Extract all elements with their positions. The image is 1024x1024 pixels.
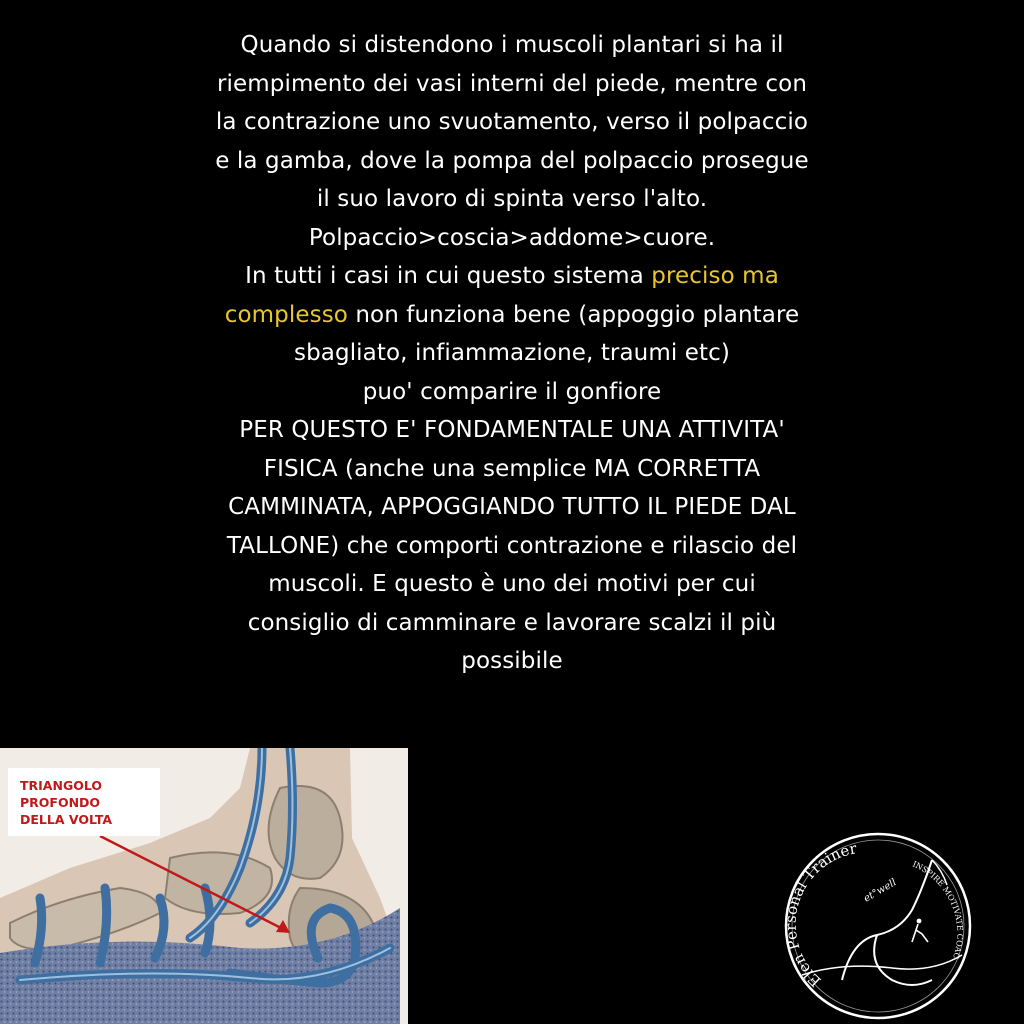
- callout-label: [8, 768, 160, 836]
- ankle-bones: [269, 786, 343, 879]
- text-line: consiglio di camminare e lavorare scalzi il più: [247, 609, 777, 636]
- body-text: [60, 26, 964, 681]
- text-line: PER QUESTO E' FONDAMENTALE UNA ATTIVITA': [239, 417, 785, 443]
- text-line: TALLONE) che comporti contrazione e rilascio del: [226, 532, 798, 559]
- text-line: il suo lavoro di spinta verso l'alto.: [316, 186, 708, 212]
- callout-line: DELLA VOLTA: [20, 812, 113, 827]
- svg-text:Elen Personal Trainer: [782, 839, 859, 990]
- callout-line: TRIANGOLO: [20, 778, 102, 793]
- text-line: e la gamba, dove la pompa del polpaccio prosegue: [215, 147, 809, 174]
- text-line: riempimento dei vasi interni del piede, mentre con: [216, 70, 808, 97]
- text-line: Quando si distendono i muscoli plantari si ha il: [240, 32, 784, 58]
- text-line: CAMMINATA, APPOGGIANDO TUTTO IL PIEDE DAL: [228, 494, 796, 520]
- text-line-with-highlight: [60, 296, 964, 335]
- logo-subtitle: et°well: [862, 877, 899, 905]
- logo-tagline: INSPIRE MOTIVATE COAC: [911, 859, 965, 960]
- highlighted-text: complesso: [224, 301, 348, 328]
- logo-name: Elen Personal Trainer: [782, 839, 859, 991]
- text-line: muscoli. E questo è uno dei motivi per cui: [268, 571, 756, 597]
- highlighted-text: preciso ma: [651, 263, 779, 289]
- text-line: la contrazione uno svuotamento, verso il polpaccio: [215, 109, 809, 135]
- text-segment: non funziona bene (appoggio plantare: [347, 301, 800, 328]
- brand-logo: [782, 830, 974, 1022]
- text-line: FISICA (anche una semplice MA CORRETTA: [263, 455, 761, 482]
- text-line: Polpaccio>coscia>addome>cuore.: [308, 224, 716, 251]
- small-figure-icon: [912, 924, 928, 942]
- callout-line: PROFONDO: [20, 795, 101, 810]
- text-line: puo' comparire il gonfiore: [362, 378, 662, 405]
- text-line-with-highlight: [60, 257, 964, 296]
- text-line: possibile: [461, 648, 563, 674]
- text-segment: In tutti i casi in cui questo sistema: [245, 263, 652, 289]
- logo-emblem: [782, 830, 974, 1022]
- text-line: sbagliato, infiammazione, traumi etc): [294, 340, 730, 366]
- foot-anatomy-illustration: [0, 748, 408, 1024]
